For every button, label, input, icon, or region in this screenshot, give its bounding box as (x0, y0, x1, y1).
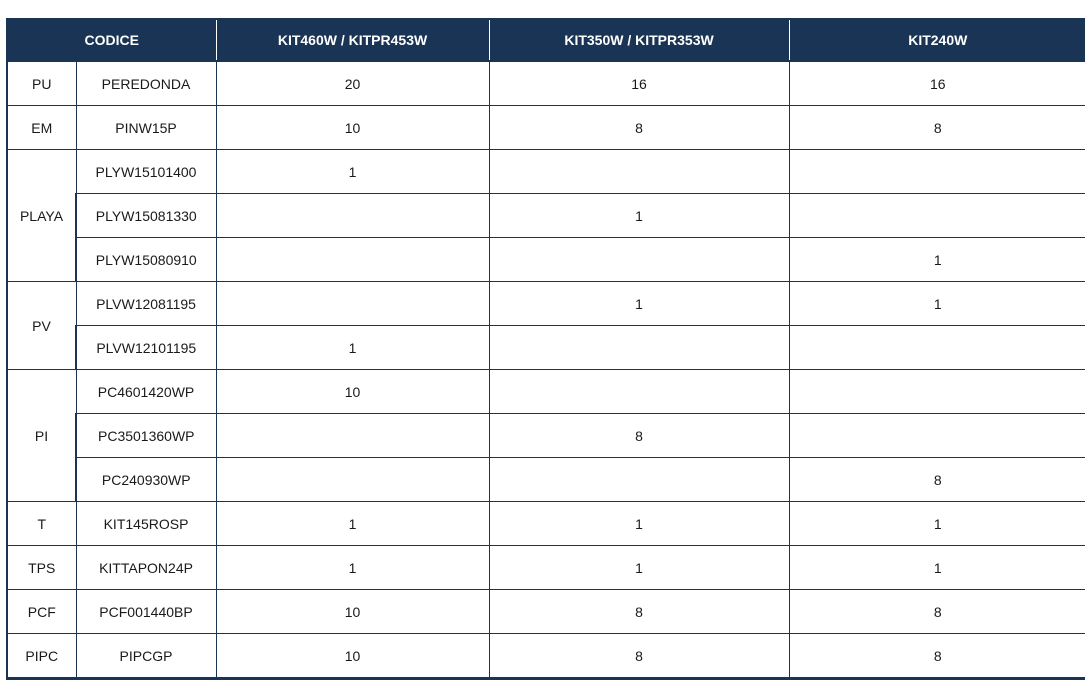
kit-components-table (6, 18, 1085, 680)
kit460w-qty-cell: 1 (216, 502, 489, 546)
kit350w-qty-cell: 8 (489, 106, 789, 150)
table-row (7, 150, 1085, 194)
kit460w-qty-cell: 10 (216, 370, 489, 414)
kit240w-qty-cell (789, 194, 1085, 238)
kit460w-qty-cell (216, 414, 489, 458)
kit240w-qty-cell: 1 (789, 546, 1085, 590)
kit460w-qty-cell (216, 194, 489, 238)
code-cell: PEREDONDA (76, 61, 216, 106)
table-header (7, 19, 1085, 61)
header-row (7, 19, 1085, 61)
kit240w-qty-cell: 8 (789, 590, 1085, 634)
table-row (7, 61, 1085, 106)
kit350w-qty-cell (489, 238, 789, 282)
table-row (7, 590, 1085, 634)
table-row (7, 370, 1085, 414)
table-row (7, 282, 1085, 326)
kit240w-qty-cell (789, 150, 1085, 194)
code-cell: PLVW12101195 (76, 326, 216, 370)
table-row (7, 502, 1085, 546)
table-row (7, 634, 1085, 679)
kit-components-table-wrapper (6, 18, 1085, 680)
kit240w-qty-cell (789, 370, 1085, 414)
header-kit460w: KIT460W / KITPR453W (216, 19, 489, 61)
group-label-cell: PU (7, 61, 76, 106)
header-kit240w: KIT240W (789, 19, 1085, 61)
code-cell: PLYW15081330 (76, 194, 216, 238)
code-cell: PLYW15101400 (76, 150, 216, 194)
group-label-cell: PLAYA (7, 150, 76, 282)
kit460w-qty-cell (216, 238, 489, 282)
table-row (7, 546, 1085, 590)
code-cell: PINW15P (76, 106, 216, 150)
kit240w-qty-cell: 8 (789, 458, 1085, 502)
kit460w-qty-cell: 1 (216, 326, 489, 370)
kit460w-qty-cell: 1 (216, 150, 489, 194)
kit240w-qty-cell: 1 (789, 282, 1085, 326)
group-label-cell: EM (7, 106, 76, 150)
kit460w-qty-cell (216, 458, 489, 502)
code-cell: PC4601420WP (76, 370, 216, 414)
header-codice: CODICE (7, 19, 216, 61)
kit460w-qty-cell: 20 (216, 61, 489, 106)
kit350w-qty-cell: 16 (489, 61, 789, 106)
group-label-cell: PCF (7, 590, 76, 634)
table-row (7, 194, 1085, 238)
table-row (7, 414, 1085, 458)
code-cell: PCF001440BP (76, 590, 216, 634)
code-cell: PLVW12081195 (76, 282, 216, 326)
kit350w-qty-cell: 1 (489, 282, 789, 326)
group-label-cell: TPS (7, 546, 76, 590)
kit350w-qty-cell (489, 370, 789, 414)
header-kit350w: KIT350W / KITPR353W (489, 19, 789, 61)
kit240w-qty-cell: 1 (789, 238, 1085, 282)
code-cell: PLYW15080910 (76, 238, 216, 282)
kit240w-qty-cell (789, 326, 1085, 370)
table-row (7, 326, 1085, 370)
kit460w-qty-cell (216, 282, 489, 326)
code-cell: PC3501360WP (76, 414, 216, 458)
kit350w-qty-cell: 1 (489, 546, 789, 590)
group-label-cell: PV (7, 282, 76, 370)
group-label-cell: T (7, 502, 76, 546)
kit350w-qty-cell (489, 326, 789, 370)
kit350w-qty-cell: 1 (489, 502, 789, 546)
group-label-cell: PI (7, 370, 76, 502)
table-body (7, 61, 1085, 679)
code-cell: PIPCGP (76, 634, 216, 679)
code-cell: PC240930WP (76, 458, 216, 502)
kit240w-qty-cell: 8 (789, 634, 1085, 679)
kit460w-qty-cell: 10 (216, 634, 489, 679)
kit240w-qty-cell: 8 (789, 106, 1085, 150)
code-cell: KITTAPON24P (76, 546, 216, 590)
kit460w-qty-cell: 10 (216, 106, 489, 150)
group-label-cell: PIPC (7, 634, 76, 679)
code-cell: KIT145ROSP (76, 502, 216, 546)
kit350w-qty-cell: 8 (489, 414, 789, 458)
kit350w-qty-cell: 8 (489, 590, 789, 634)
kit350w-qty-cell (489, 150, 789, 194)
kit240w-qty-cell (789, 414, 1085, 458)
kit240w-qty-cell: 16 (789, 61, 1085, 106)
table-row (7, 458, 1085, 502)
kit350w-qty-cell (489, 458, 789, 502)
kit460w-qty-cell: 10 (216, 590, 489, 634)
table-row (7, 238, 1085, 282)
table-row (7, 106, 1085, 150)
kit460w-qty-cell: 1 (216, 546, 489, 590)
kit350w-qty-cell: 1 (489, 194, 789, 238)
kit240w-qty-cell: 1 (789, 502, 1085, 546)
kit350w-qty-cell: 8 (489, 634, 789, 679)
